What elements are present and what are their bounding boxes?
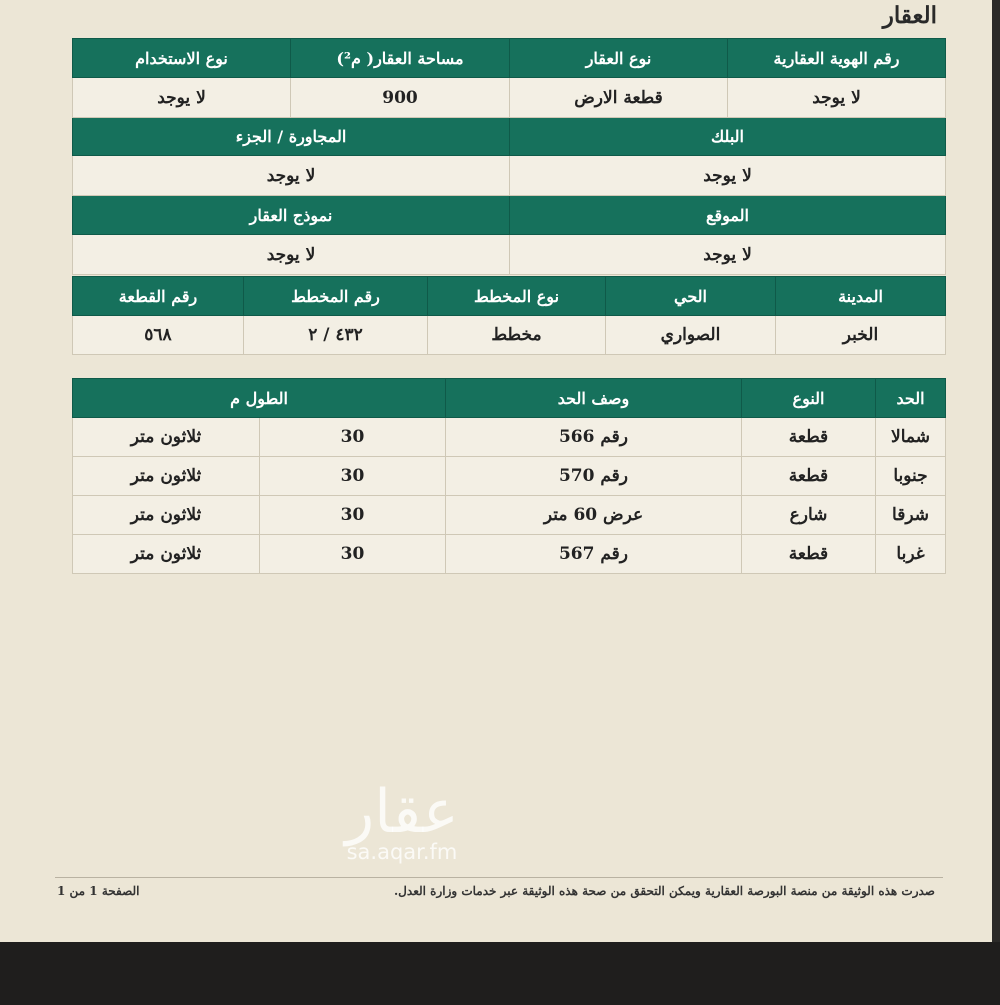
header-city: المدينة (776, 277, 946, 316)
boundary-description: رقم 570 (446, 457, 742, 496)
header-property-model: نموذج العقار (73, 196, 510, 235)
boundary-length-number: 30 (260, 535, 446, 574)
header-boundary-type: النوع (742, 379, 876, 418)
plan-table (72, 276, 946, 355)
boundary-length-words: ثلاثون متر (73, 496, 260, 535)
boundary-length-words: ثلاثون متر (73, 457, 260, 496)
header-district: الحي (606, 277, 776, 316)
header-block: البلك (510, 118, 946, 156)
table-row (73, 535, 946, 574)
section-title: العقار (882, 2, 937, 29)
boundary-direction: شرقا (876, 496, 946, 535)
table-row (73, 496, 946, 535)
value-property-id: لا يوجد (728, 78, 946, 118)
watermark-logo: عقار (345, 777, 459, 847)
value-city: الخبر (776, 316, 946, 355)
table-row (73, 418, 946, 457)
header-boundary-description: وصف الحد (446, 379, 742, 418)
boundary-length-number: 30 (260, 418, 446, 457)
boundary-length-number: 30 (260, 457, 446, 496)
boundary-direction: شمالا (876, 418, 946, 457)
value-block: لا يوجد (510, 156, 946, 196)
table-row (73, 457, 946, 496)
value-property-type: قطعة الارض (510, 78, 728, 118)
boundary-length-number: 30 (260, 496, 446, 535)
bottom-bar (0, 942, 1000, 1005)
header-boundary: الحد (876, 379, 946, 418)
value-district: الصواري (606, 316, 776, 355)
watermark-url: sa.aqar.fm (346, 840, 458, 864)
header-property-id: رقم الهوية العقارية (728, 39, 946, 78)
value-usage-type: لا يوجد (73, 78, 291, 118)
page-edge (992, 0, 1000, 942)
header-neighbor-part: المجاورة / الجزء (73, 118, 510, 156)
header-parcel-number: رقم القطعة (73, 277, 244, 316)
value-plan-type: مخطط (428, 316, 606, 355)
value-property-model: لا يوجد (73, 235, 510, 275)
boundary-type: قطعة (742, 535, 876, 574)
value-plan-number: ٤٣٢ / ٢ (244, 316, 428, 355)
boundary-type: قطعة (742, 418, 876, 457)
value-neighbor-part: لا يوجد (73, 156, 510, 196)
boundaries-table (72, 378, 946, 574)
page-number: الصفحة 1 من 1 (57, 884, 140, 898)
boundary-direction: غربا (876, 535, 946, 574)
boundary-direction: جنوبا (876, 457, 946, 496)
aqar-watermark (322, 777, 482, 864)
value-property-area: 900 (291, 78, 510, 118)
boundary-description: رقم 567 (446, 535, 742, 574)
header-plan-number: رقم المخطط (244, 277, 428, 316)
header-length: الطول م (73, 379, 446, 418)
header-usage-type: نوع الاستخدام (73, 39, 291, 78)
header-location: الموقع (510, 196, 946, 235)
footer-note: صدرت هذه الوثيقة من منصة البورصة العقارية ويمكن التحقق من صحة هذه الوثيقة عبر خدمات وزارة العدل. (394, 884, 935, 898)
boundary-description: رقم 566 (446, 418, 742, 457)
boundary-type: شارع (742, 496, 876, 535)
boundary-type: قطعة (742, 457, 876, 496)
header-property-type: نوع العقار (510, 39, 728, 78)
value-parcel-number: ٥٦٨ (73, 316, 244, 355)
header-plan-type: نوع المخطط (428, 277, 606, 316)
boundary-description: عرض 60 متر (446, 496, 742, 535)
footer-divider (55, 877, 943, 878)
boundary-length-words: ثلاثون متر (73, 418, 260, 457)
value-location: لا يوجد (510, 235, 946, 275)
property-table (72, 38, 946, 275)
boundary-length-words: ثلاثون متر (73, 535, 260, 574)
header-property-area: مساحة العقار( م²) (291, 39, 510, 78)
